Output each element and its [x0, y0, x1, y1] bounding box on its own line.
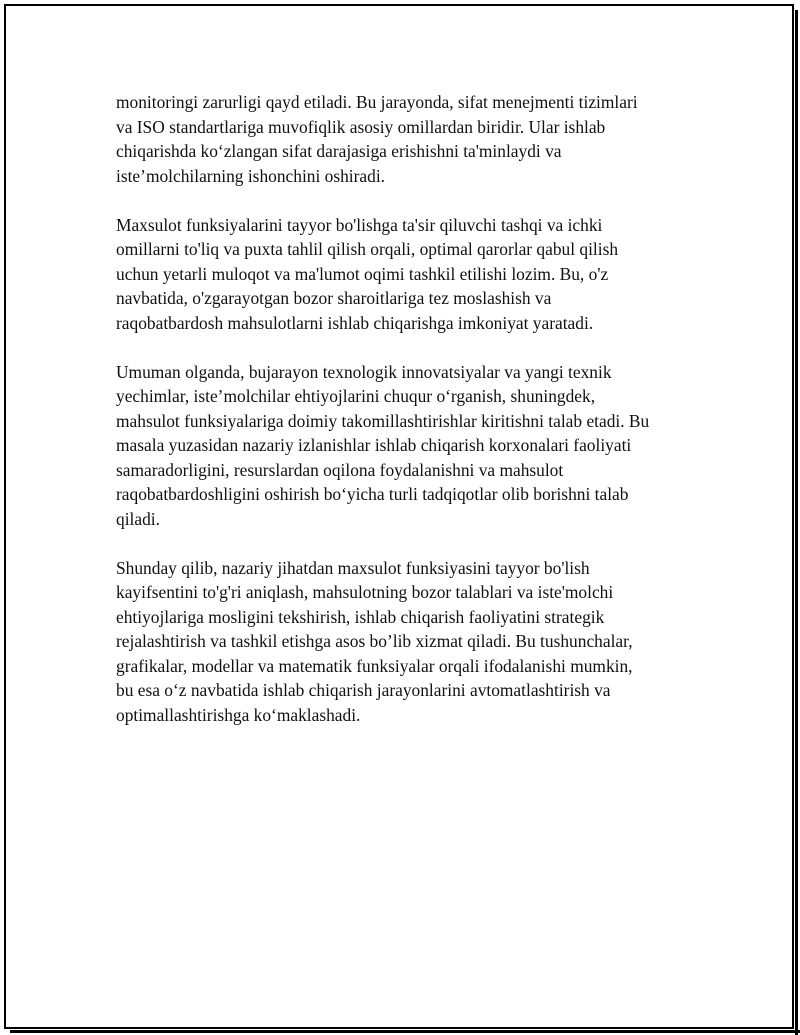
paragraph-4: Shunday qilib, nazariy jihatdan maxsulot funksiyasini tayyor bo'lish kayifsentini to'g'ri aniqlash, mahsulotning bozor talablari va iste'molchi ehtiyojlariga mosligini tekshirish, ishlab chiqarish faoliyatini strategik rejalashtirish va tashkil etishga asos bo’lib xizmat qiladi. Bu tushunchalar, grafikalar, modellar va matematik funksiyalar orqali ifodalanishi mumkin, bu esa o‘z navbatida ishlab chiqarish jarayonlarini avtomatlashtirish va optimallashtirishga ko‘maklashadi.: [116, 557, 633, 725]
paragraph-3: Umuman olganda, bujarayon texnologik innovatsiyalar va yangi texnik yechimlar, iste’molchilar ehtiyojlarini chuqur o‘rganish, shuningdek, mahsulot funksiyalariga doimiy takomillashtirishlar kiritishni talab etadi. Bu masala yuzasidan nazariy izlanishlar ishlab chiqarish korxonalari faoliyati samaradorligini, resurslardan oqilona foydalanishni va mahsulot raqobatbardoshligini oshirish bo‘yicha turli tadqiqotlar olib borishni talab qiladi.: [116, 361, 650, 529]
paragraph-1: monitoringi zarurligi qayd etiladi. Bu jarayonda, sifat menejmenti tizimlari va ISO standartlariga muvofiqlik asosiy omillardan biridir. Ular ishlab chiqarishda ko‘zlangan sifat darajasiga erishishni ta'minlaydi va iste’molchilarning ishonchini oshiradi.: [116, 92, 638, 186]
paragraph-2: Maxsulot funksiyalarini tayyor bo'lishga ta'sir qiluvchi tashqi va ichki omillarni to'liq va puxta tahlil qilish orqali, optimal qarorlar qabul qilish uchun yetarli muloqot va ma'lumot oqimi tashkil etilishi lozim. Bu, o'z navbatida, o'zgarayotgan bozor sharoitlariga tez moslashish va raqobatbardosh mahsulotlarni ishlab chiqarishga imkoniyat yaratadi.: [116, 214, 619, 333]
document-body: [116, 90, 686, 727]
